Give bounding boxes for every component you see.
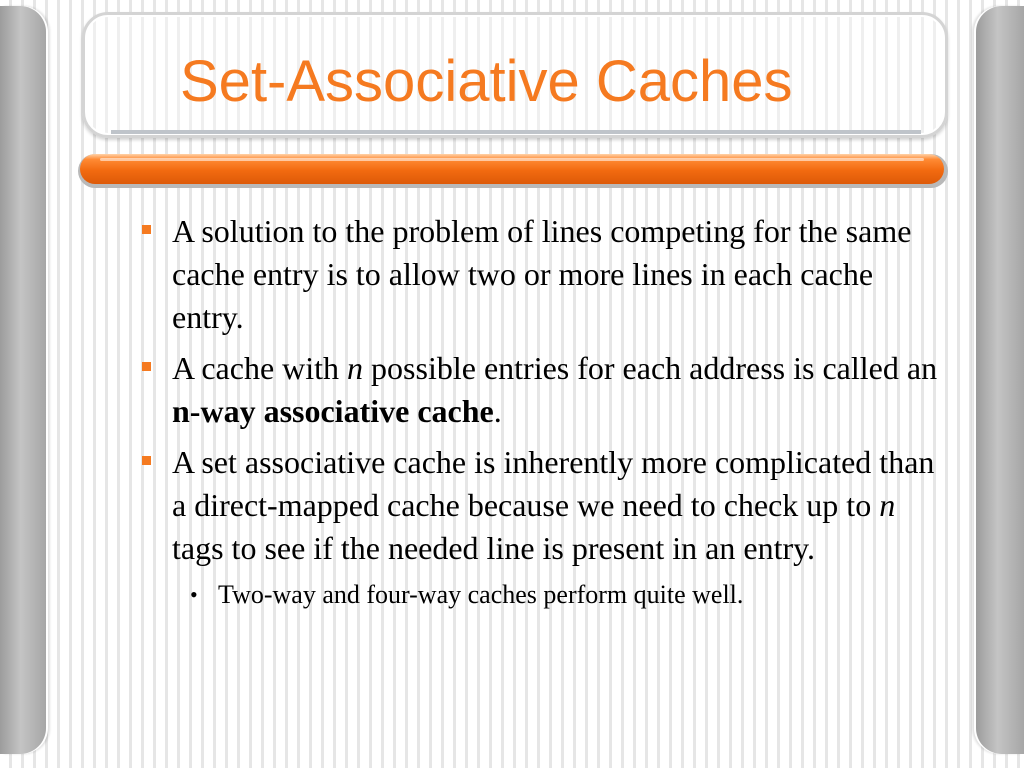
bullet-text: A solution to the problem of lines competing for the same cache entry is to allow two or more lines in each cache entry. <box>172 213 912 335</box>
left-decorative-bar <box>0 6 46 754</box>
sub-bullet-item <box>140 578 950 612</box>
orange-divider-fill <box>80 154 944 184</box>
right-decorative-bar <box>976 6 1024 754</box>
bullet-item <box>140 210 950 339</box>
bullet-text-segment: . <box>493 393 502 429</box>
bullet-item <box>140 441 950 570</box>
bullet-text-segment: possible entries for each address is called an <box>363 350 938 386</box>
variable-n: n <box>879 487 896 523</box>
bullet-text-segment: A cache with <box>172 350 348 386</box>
bullet-text-segment: tags to see if the needed line is present in an entry. <box>172 530 816 566</box>
emphasized-term: n-way associative cache <box>172 393 494 429</box>
orange-divider-bar <box>78 154 948 188</box>
slide-content <box>140 210 950 612</box>
slide-title: Set-Associative Caches <box>180 49 793 114</box>
bullet-item <box>140 347 950 433</box>
square-bullet-icon <box>142 456 151 465</box>
variable-n: n <box>347 350 364 386</box>
bullet-text-segment: A set associative cache is inherently more complicated than a direct-mapped cache because we need to check up to <box>172 444 935 523</box>
square-bullet-icon <box>142 225 151 234</box>
square-bullet-icon <box>142 362 151 371</box>
sub-bullet-text: Two-way and four-way caches perform quite well. <box>218 580 744 609</box>
dot-bullet-icon: • <box>190 582 198 607</box>
